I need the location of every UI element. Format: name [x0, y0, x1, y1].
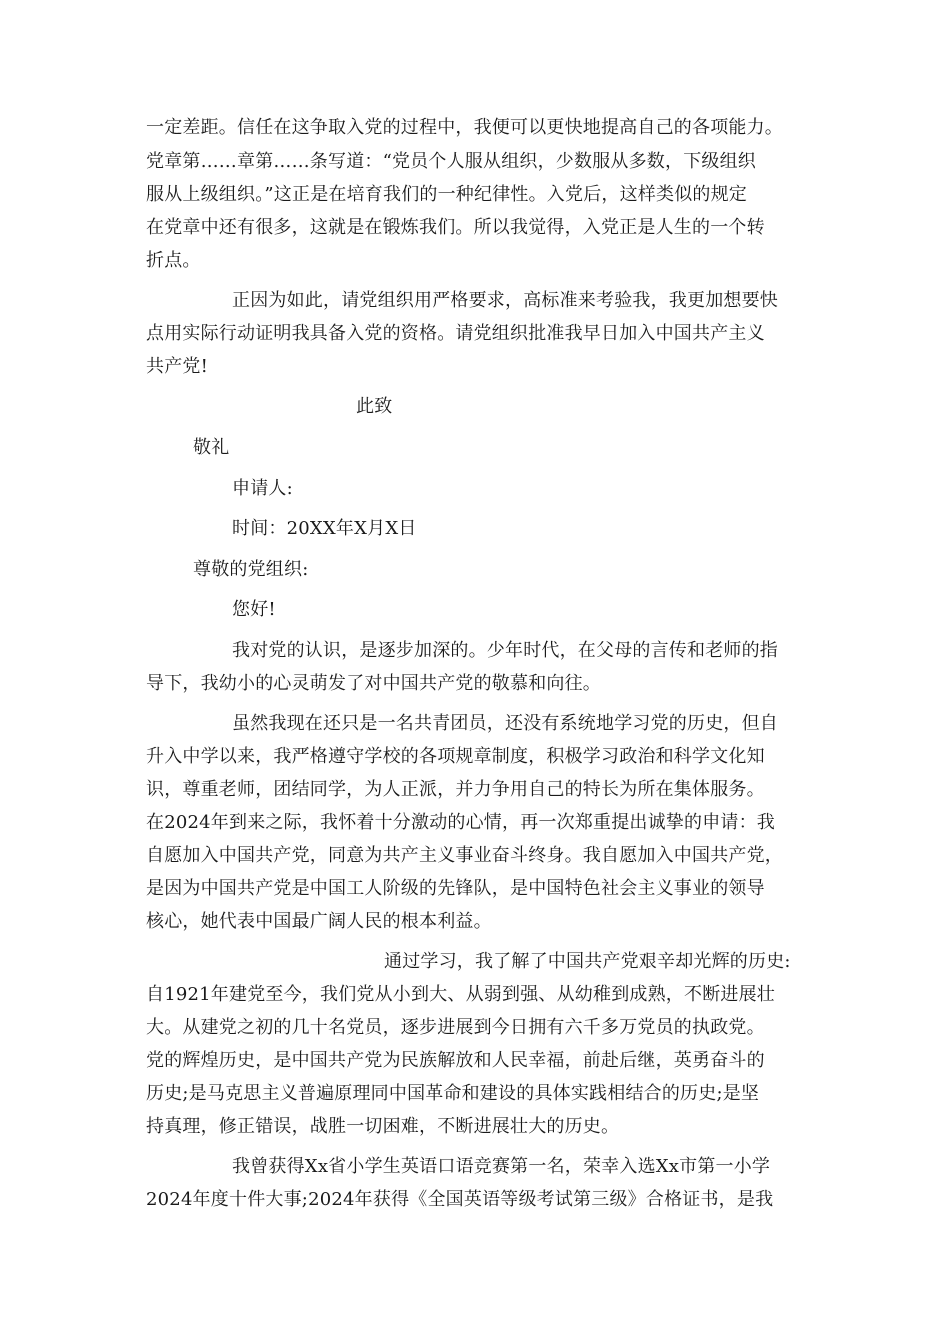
- paragraph-line: 识，尊重老师，团结同学，为人正派，并力争用自己的特长为所在集体服务。: [146, 779, 765, 800]
- paragraph-line: 大。从建党之初的几十名党员，逐步进展到今日拥有六千多万党员的执政党。: [146, 1017, 765, 1038]
- paragraph-line: 折点。: [146, 250, 201, 271]
- paragraph-line: 共产党!: [146, 356, 209, 377]
- paragraph-line: 一定差距。信任在这争取入党的过程中，我便可以更快地提高自己的各项能力。: [146, 117, 783, 138]
- paragraph-line: 核心，她代表中国最广阔人民的根本利益。: [146, 911, 492, 932]
- paragraph-line: 点用实际行动证明我具备入党的资格。请党组织批准我早日加入中国共产主义: [146, 323, 765, 344]
- paragraph-line: 是因为中国共产党是中国工人阶级的先锋队，是中国特色社会主义事业的领导: [146, 878, 765, 899]
- paragraph-line: 通过学习，我了解了中国共产党艰辛却光辉的历史:: [384, 951, 791, 972]
- paragraph-line: 在2024年到来之际，我怀着十分激动的心情，再一次郑重提出诚挚的申请：我: [146, 812, 776, 833]
- paragraph-line: 升入中学以来，我严格遵守学校的各项规章制度，积极学习政治和科学文化知: [146, 746, 765, 767]
- paragraph-line: 导下，我幼小的心灵萌发了对中国共产党的敬慕和向往。: [146, 673, 601, 694]
- paragraph-line: 正因为如此，请党组织用严格要求，高标准来考验我，我更加想要快: [232, 290, 778, 311]
- applicant-label: 申请人:: [232, 478, 293, 499]
- paragraph-line: 党的辉煌历史，是中国共产党为民族解放和人民幸福，前赴后继，英勇奋斗的: [146, 1050, 765, 1071]
- paragraph-line: 在党章中还有很多，这就是在锻炼我们。所以我觉得，入党正是人生的一个转: [146, 217, 765, 238]
- closing-text: 此致: [356, 396, 393, 417]
- paragraph-line: 自愿加入中国共产党，同意为共产主义事业奋斗终身。我自愿加入中国共产党，: [146, 845, 783, 866]
- date-line: 时间：20XX年X月X日: [232, 518, 417, 539]
- paragraph-line: 党章第……章第……条写道：“党员个人服从组织，少数服从多数，下级组织: [146, 151, 756, 172]
- paragraph-line: 自1921年建党至今，我们党从小到大、从弱到强、从幼稚到成熟，不断进展壮: [146, 984, 776, 1005]
- paragraph-line: 我曾获得Xx省小学生英语口语竞赛第一名，荣幸入选Xx市第一小学: [232, 1156, 771, 1177]
- paragraph-line: 持真理，修正错误，战胜一切困难，不断进展壮大的历史。: [146, 1116, 620, 1137]
- paragraph-line: 历史;是马克思主义普遍原理同中国革命和建设的具体实践相结合的历史;是坚: [146, 1083, 760, 1104]
- greeting-text: 尊敬的党组织:: [193, 559, 309, 580]
- salute-text: 敬礼: [193, 437, 230, 458]
- paragraph-line: 2024年度十件大事;2024年获得《全国英语等级考试第三级》合格证书，是我: [146, 1189, 774, 1210]
- hello-text: 您好!: [232, 599, 276, 620]
- paragraph-line: 服从上级组织。”这正是在培育我们的一种纪律性。入党后，这样类似的规定: [146, 184, 747, 205]
- paragraph-line: 我对党的认识，是逐步加深的。少年时代，在父母的言传和老师的指: [232, 640, 778, 661]
- paragraph-line: 虽然我现在还只是一名共青团员，还没有系统地学习党的历史，但自: [232, 713, 778, 734]
